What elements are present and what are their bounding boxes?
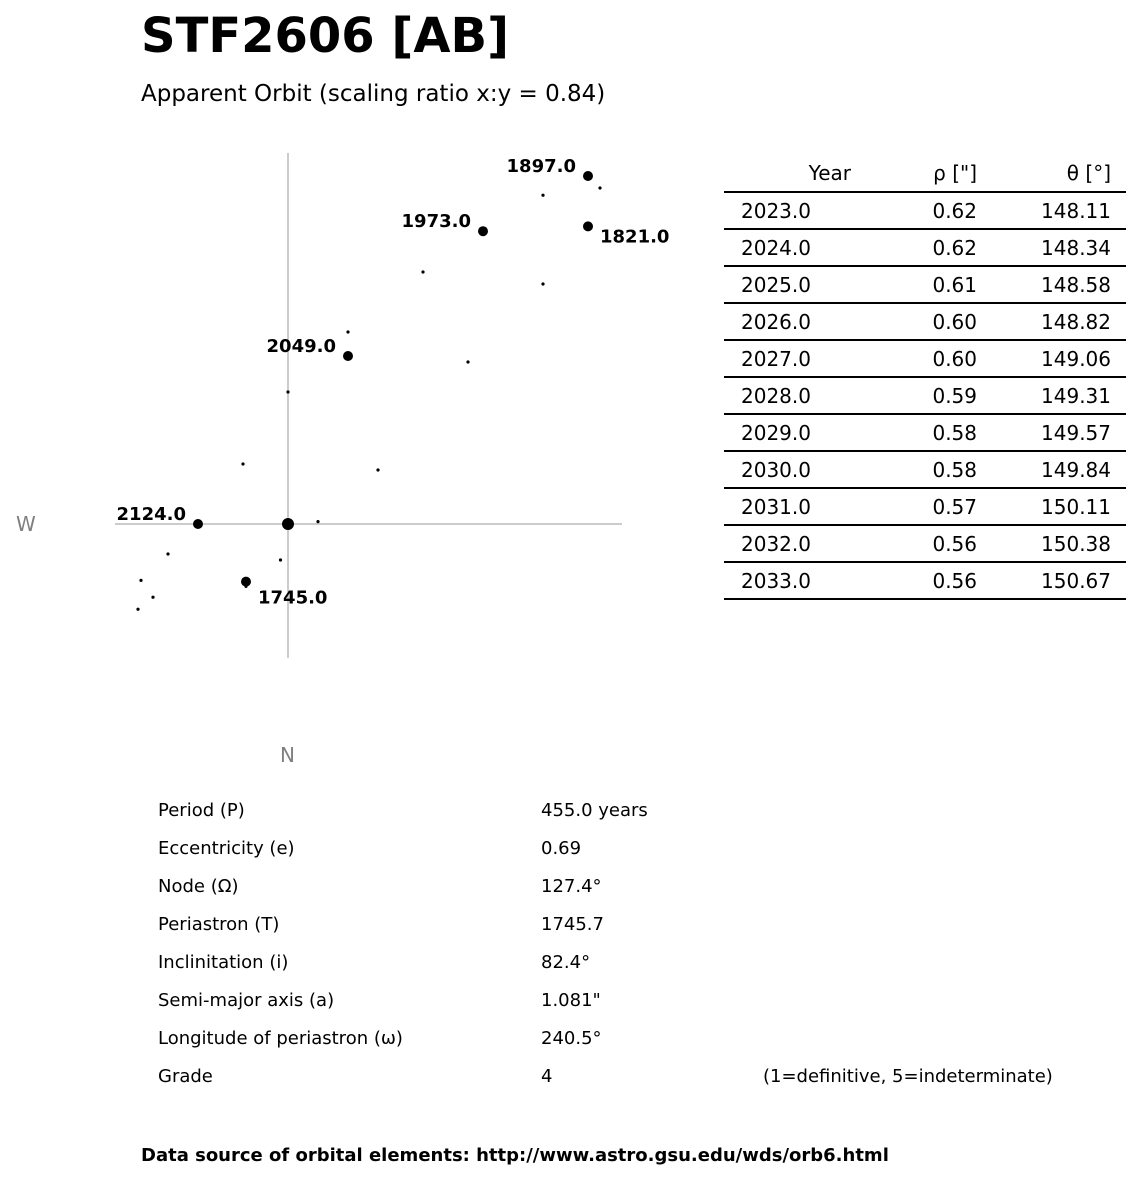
west-direction-label: W [16,512,36,536]
ephemeris-table [724,155,1126,600]
epoch-label: 1973.0 [401,211,471,233]
orbit-point [286,390,289,393]
data-source-note: Data source of orbital elements: http://www.astro.gsu.edu/wds/orb6.html [141,1145,889,1166]
element-label: Longitude of periastron (ω) [158,1028,403,1049]
element-label: Eccentricity (e) [158,838,295,859]
rho-cell: 0.62 [851,229,977,266]
page-title: STF2606 [AB] [141,8,510,64]
theta-header: θ [°] [977,155,1126,192]
year-cell: 2023.0 [724,192,851,229]
epoch-marker [478,226,488,236]
orbit-point [279,558,282,561]
primary-star-marker [282,518,294,530]
theta-cell: 149.57 [977,414,1126,451]
orbit-point [541,282,544,285]
element-value: 82.4° [541,952,591,973]
rho-cell: 0.61 [851,266,977,303]
theta-cell: 149.06 [977,340,1126,377]
orbit-point [376,468,379,471]
table-row [724,303,1126,340]
rho-cell: 0.57 [851,488,977,525]
element-label: Period (P) [158,800,245,821]
epoch-label: 1821.0 [600,226,670,248]
element-label: Semi-major axis (a) [158,990,335,1011]
theta-cell: 149.31 [977,377,1126,414]
year-cell: 2031.0 [724,488,851,525]
north-direction-label: N [280,743,295,767]
element-value: 0.69 [541,838,582,859]
year-cell: 2029.0 [724,414,851,451]
orbit-point [151,596,154,599]
orbit-point [316,520,319,523]
rho-cell: 0.56 [851,525,977,562]
theta-cell: 148.11 [977,192,1126,229]
epoch-label: 2124.0 [116,504,186,525]
table-row [724,414,1126,451]
epoch-marker [241,577,251,587]
element-value: 455.0 years [541,800,648,821]
orbit-point [466,360,469,363]
table-row [724,377,1126,414]
element-value: 240.5° [541,1028,602,1049]
theta-cell: 148.82 [977,303,1126,340]
epoch-marker [193,519,203,529]
orbit-point [241,462,244,465]
orbit-point [136,608,139,611]
orbit-point [541,194,544,197]
table-row [724,451,1126,488]
table-row [724,192,1126,229]
element-label: Node (Ω) [158,876,239,897]
epoch-label: 1897.0 [506,156,576,177]
year-cell: 2030.0 [724,451,851,488]
year-cell: 2025.0 [724,266,851,303]
theta-cell: 150.67 [977,562,1126,599]
rho-cell: 0.60 [851,340,977,377]
element-value: 127.4° [541,876,602,897]
rho-cell: 0.59 [851,377,977,414]
orbit-plot [0,140,700,780]
theta-cell: 150.38 [977,525,1126,562]
element-value: 1.081" [541,990,601,1011]
year-cell: 2028.0 [724,377,851,414]
element-label: Grade [158,1066,213,1087]
ephemeris-header-row [724,155,1126,192]
rho-header: ρ ["] [851,155,977,192]
year-header: Year [724,155,851,192]
element-label: Periastron (T) [158,914,280,935]
element-note: (1=definitive, 5=indeterminate) [763,1066,1053,1087]
theta-cell: 148.34 [977,229,1126,266]
theta-cell: 149.84 [977,451,1126,488]
epoch-marker [583,171,593,181]
orbit-point [421,270,424,273]
epoch-marker [343,351,353,361]
year-cell: 2026.0 [724,303,851,340]
table-row [724,525,1126,562]
year-cell: 2024.0 [724,229,851,266]
page-subtitle: Apparent Orbit (scaling ratio x:y = 0.84) [141,81,606,107]
epoch-label: 2049.0 [266,336,336,357]
element-label: Inclinitation (i) [158,952,289,973]
epoch-marker [583,221,593,231]
table-row [724,266,1126,303]
rho-cell: 0.58 [851,414,977,451]
year-cell: 2027.0 [724,340,851,377]
rho-cell: 0.60 [851,303,977,340]
table-row [724,340,1126,377]
orbit-point [346,330,349,333]
rho-cell: 0.58 [851,451,977,488]
theta-cell: 150.11 [977,488,1126,525]
table-row [724,562,1126,599]
orbit-point [166,552,169,555]
epoch-label: 1745.0 [258,587,328,609]
table-row [724,488,1126,525]
table-row [724,229,1126,266]
orbit-point [139,579,142,582]
orbit-point [598,186,601,189]
theta-cell: 148.58 [977,266,1126,303]
year-cell: 2032.0 [724,525,851,562]
element-value: 4 [541,1066,553,1087]
rho-cell: 0.62 [851,192,977,229]
year-cell: 2033.0 [724,562,851,599]
element-value: 1745.7 [541,914,604,935]
rho-cell: 0.56 [851,562,977,599]
